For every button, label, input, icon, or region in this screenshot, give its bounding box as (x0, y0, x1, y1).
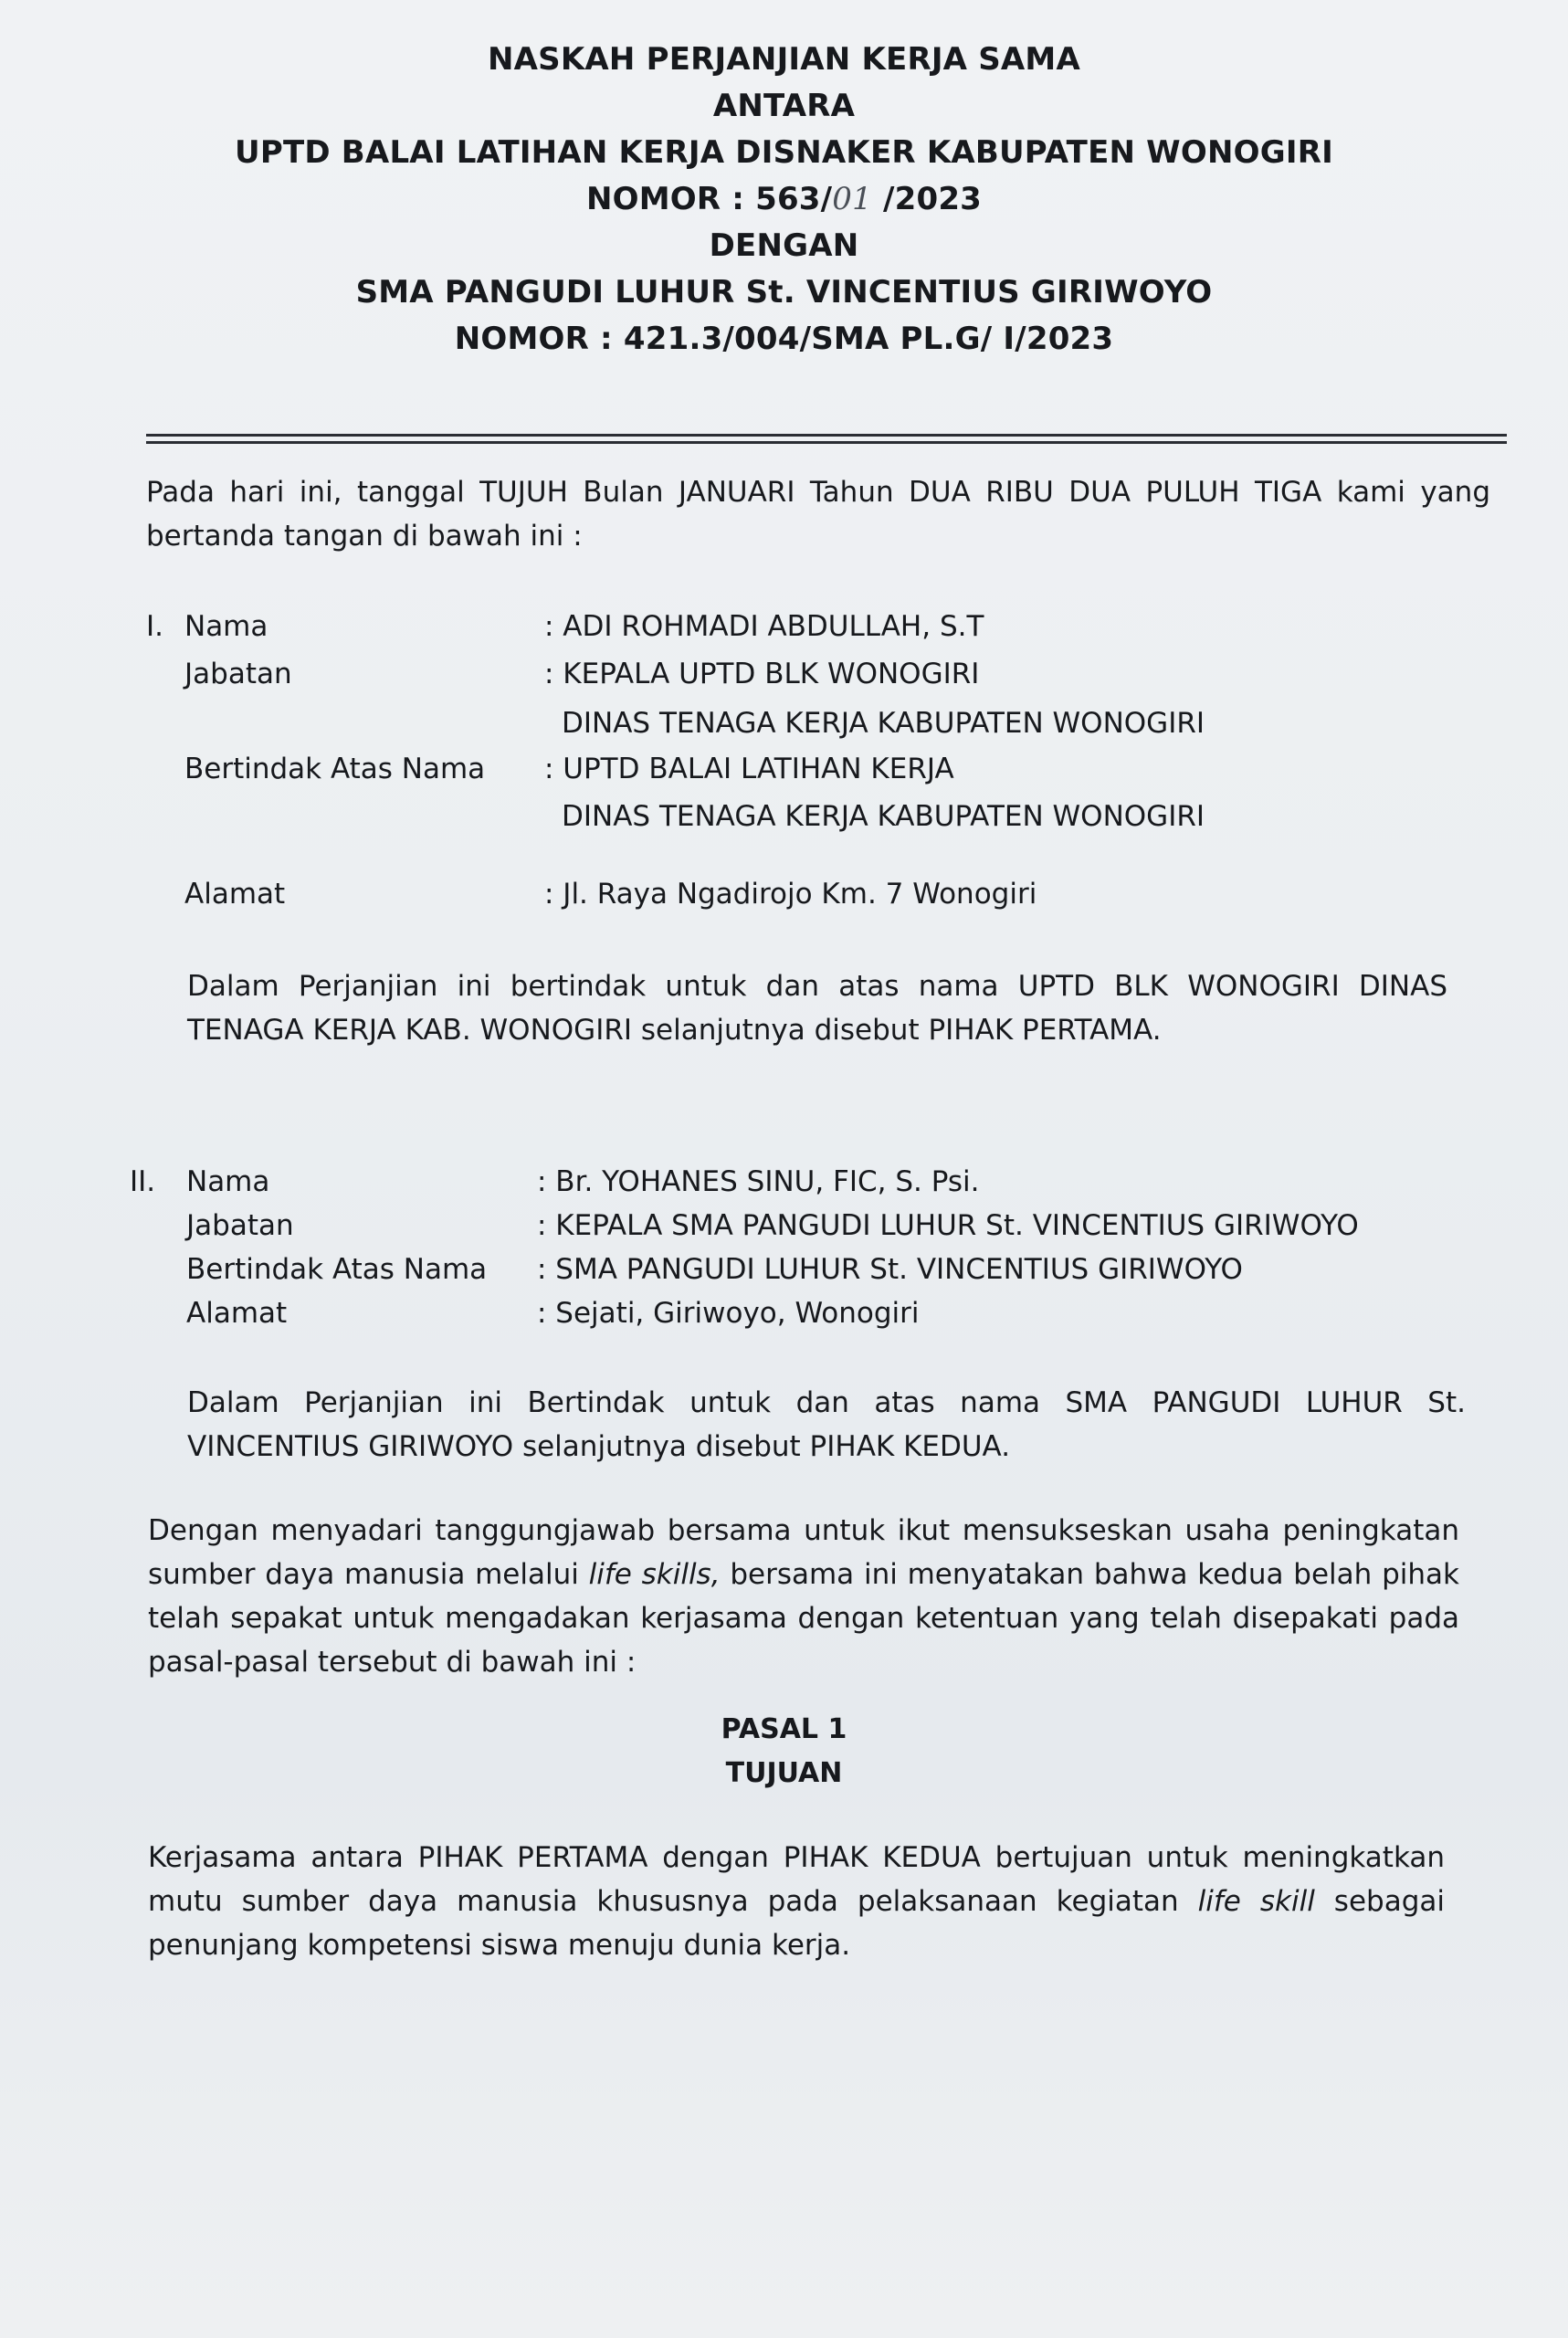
party2-nama-label: Nama (186, 1165, 270, 1198)
antara-line: ANTARA (712, 88, 856, 124)
pasal1-paragraph (148, 1836, 1445, 1967)
party1-alamat-label: Alamat (184, 878, 286, 911)
intro-paragraph (146, 470, 1490, 558)
agreement-text-italic: life skills, (588, 1558, 721, 1591)
party1-number: I. (146, 610, 163, 643)
party1-atas-nama-value2: DINAS TENAGA KERJA KABUPATEN WONOGIRI (562, 800, 1205, 833)
nomor1-handwritten: 01 (832, 181, 872, 217)
pasal1-subheading: TUJUAN (725, 1757, 843, 1789)
party1-alamat-value: : Jl. Raya Ngadirojo Km. 7 Wonogiri (544, 878, 1037, 911)
nomor2-line: NOMOR : 421.3/004/SMA PL.G/ I/2023 (454, 321, 1114, 357)
party1-atas-nama-value: : UPTD BALAI LATIHAN KERJA (544, 753, 954, 785)
pasal1-text-part2: sebagai penunjang kompetensi siswa menuju dunia kerja. (148, 1885, 1445, 1962)
nomor1-prefix: NOMOR : 563/ (585, 181, 833, 217)
nomor1-line (0, 176, 1568, 223)
agreement-text-part2: bersama ini menyatakan bahwa kedua belah pihak telah sepakat untuk mengadakan kerjasama dengan ketentuan yang telah disepakati pada pasal-pasal tersebut di bawah ini : (148, 1558, 1459, 1679)
document-title: NASKAH PERJANJIAN KERJA SAMA (488, 41, 1080, 78)
party2-alamat-value: : Sejati, Giriwoyo, Wonogiri (537, 1297, 920, 1330)
agreement-paragraph (148, 1509, 1459, 1684)
party1-atas-nama-label: Bertindak Atas Nama (184, 753, 486, 785)
party2-statement-text: Dalam Perjanjian ini Bertindak untuk dan atas nama SMA PANGUDI LUHUR St. VINCENTIUS GIRIWOYO selanjutnya disebut PIHAK KEDUA. (187, 1386, 1466, 1463)
party1-statement (187, 964, 1447, 1052)
pasal1-heading: PASAL 1 (721, 1713, 847, 1745)
party2-jabatan-label: Jabatan (186, 1209, 294, 1242)
nomor1-suffix: /2023 (871, 181, 983, 217)
party1-nama-value: : ADI ROHMADI ABDULLAH, S.T (544, 610, 984, 643)
party2-atas-nama-value: : SMA PANGUDI LUHUR St. VINCENTIUS GIRIWOYO (537, 1253, 1243, 1286)
party1-statement-text: Dalam Perjanjian ini bertindak untuk dan atas nama UPTD BLK WONOGIRI DINAS TENAGA KERJA KAB. WONOGIRI selanjutnya disebut PIHAK PERTAMA. (187, 970, 1447, 1047)
party2-nama-value: : Br. YOHANES SINU, FIC, S. Psi. (537, 1165, 980, 1198)
document-header (0, 37, 1568, 363)
agreement-text (148, 1509, 1459, 1684)
party2-alamat-label: Alamat (186, 1297, 288, 1330)
party2-statement (187, 1381, 1466, 1469)
party1-jabatan-label: Jabatan (184, 658, 292, 690)
party1-org-line: UPTD BALAI LATIHAN KERJA DISNAKER KABUPATEN WONOGIRI (235, 134, 1333, 171)
dengan-line: DENGAN (709, 227, 859, 264)
intro-text: Pada hari ini, tanggal TUJUH Bulan JANUARI Tahun DUA RIBU DUA PULUH TIGA kami yang bertanda tangan di bawah ini : (146, 476, 1490, 553)
party1-jabatan-value: : KEPALA UPTD BLK WONOGIRI (544, 658, 980, 690)
party2-jabatan-value: : KEPALA SMA PANGUDI LUHUR St. VINCENTIUS GIRIWOYO (537, 1209, 1359, 1242)
party2-org-line: SMA PANGUDI LUHUR St. VINCENTIUS GIRIWOYO (355, 274, 1213, 311)
party1-nama-label: Nama (184, 610, 268, 643)
pasal1-text-part1: Kerjasama antara PIHAK PERTAMA dengan PIHAK KEDUA bertujuan untuk meningkatkan mutu sumber daya manusia khususnya pada pelaksanaan kegiatan (148, 1841, 1445, 1918)
party2-atas-nama-label: Bertindak Atas Nama (186, 1253, 488, 1286)
pasal1-text (148, 1836, 1445, 1967)
agreement-text-part1: Dengan menyadari tanggungjawab bersama untuk ikut mensukseskan usaha peningkatan sumber daya manusia melalui (148, 1514, 1459, 1591)
party1-jabatan-value2: DINAS TENAGA KERJA KABUPATEN WONOGIRI (562, 707, 1205, 740)
party2-number: II. (130, 1165, 156, 1198)
pasal1-text-italic: life skill (1197, 1885, 1315, 1918)
double-divider (146, 429, 1507, 448)
